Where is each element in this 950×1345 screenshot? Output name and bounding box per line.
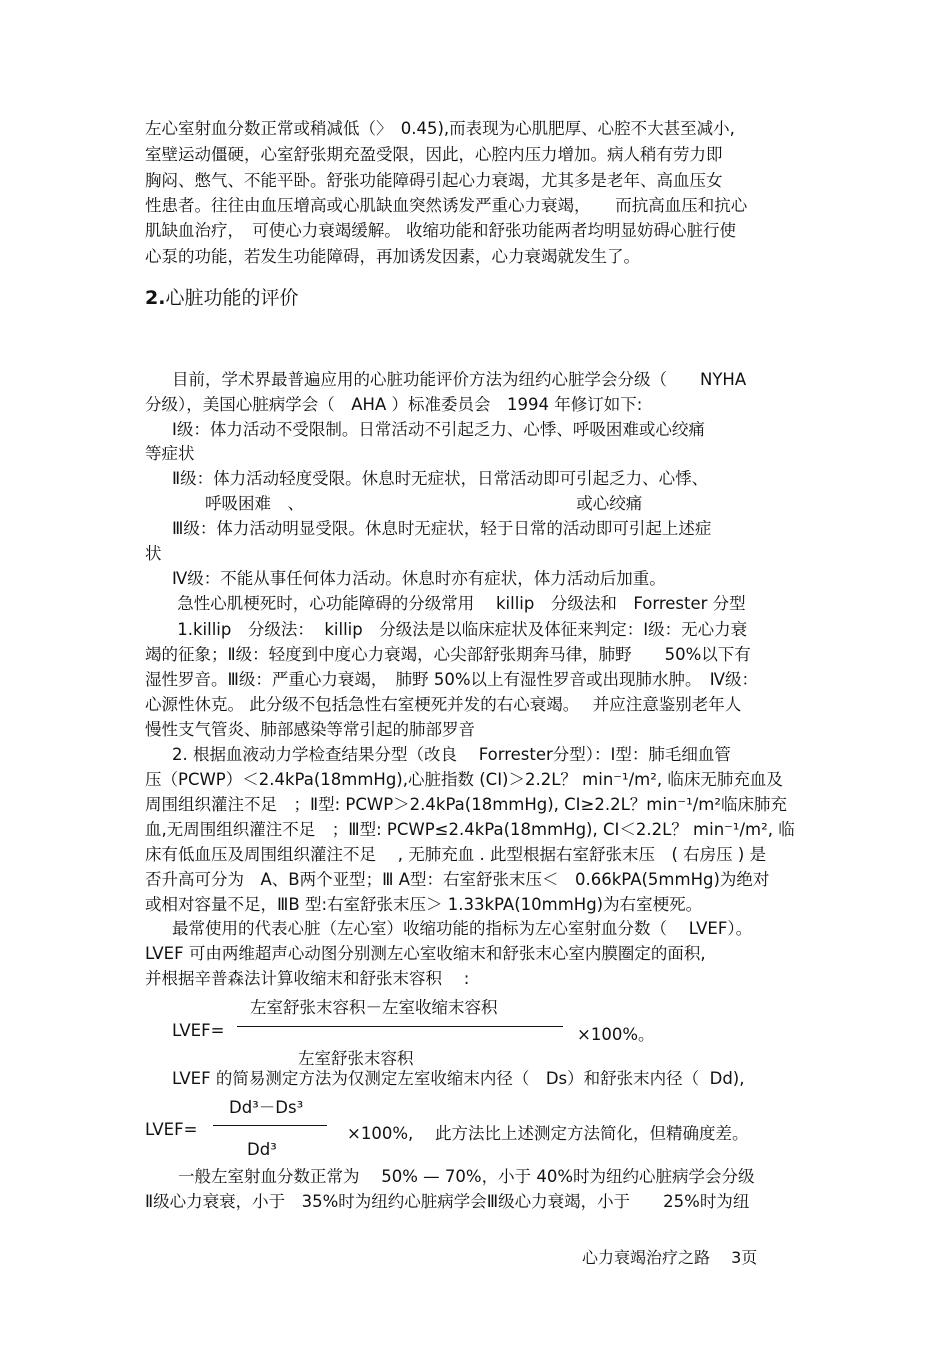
text-line: Ⅳ级：不能从事任何体力活动。休息时亦有症状，体力活动后加重。 [172,569,666,588]
formula-denominator: Dd³ [247,1140,277,1159]
text-line: Ⅱ级心力衰衰，小于 35%时为纽约心脏病学会Ⅲ级心力衰竭，小于 25%时为纽 [145,1192,750,1211]
text-line: 左心室射血分数正常或稍减低（〉 0.45),而表现为心肌肥厚、心腔不大甚至减小, [145,119,735,138]
section-number: 2. [145,287,166,309]
text-line: 一般左室射血分数正常为 50% — 70%，小于 40%时为纽约心脏病学会分级 [178,1167,755,1186]
fraction-bar [237,1026,563,1027]
text-line: 否升高可分为 A、B两个亚型；Ⅲ A型：右室舒张末压＜ 0.66kPA(5mmHg)为绝对 [145,870,770,889]
text-line: 状 [145,544,162,563]
text-line: Ⅱ级：体力活动轻度受限。休息时无症状，日常活动即可引起乏力、心悸、 [172,469,709,488]
text-line: 急性心肌梗死时，心功能障碍的分级常用 killip 分级法和 Forrester 分型 [172,594,746,613]
text-line: 呼吸困难 、 或心绞痛 [172,494,643,513]
formula-lhs: LVEF= [145,1120,198,1139]
section-heading [145,283,298,310]
formula-denominator: 左室舒张末容积 [298,1049,414,1068]
text-line: 血,无周围组织灌注不足 ；Ⅲ型: PCWP≤2.4kPa(18mmHg), CI＜2.2L？ min⁻¹/m², 临 [145,820,795,839]
formula-numerator: Dd³－Ds³ [229,1098,304,1117]
formula-lhs: LVEF= [172,1021,225,1040]
text-line: 心泵的功能，若发生功能障碍，再加诱发因素，心力衰竭就发生了。 [145,247,640,266]
footer-title: 心力衰竭治疗之路 [582,1248,711,1267]
text-line: Ⅰ级：体力活动不受限制。日常活动不引起乏力、心悸、呼吸困难或心绞痛 [172,420,705,439]
text-line: 周围组织灌注不足 ；Ⅱ型: PCWP＞2.4kPa(18mmHg), CI≥2.2L？min⁻¹/m²临床肺充 [145,795,787,814]
formula-rhs: ×100%。 [577,1025,655,1044]
text-line: 湿性罗音。Ⅲ级：严重心力衰竭， 肺野 50%以上有湿性罗音或出现肺水肿。 Ⅳ级： [145,670,759,689]
text-line: 等症状 [145,444,195,463]
text-line: LVEF 可由两维超声心动图分别测左心室收缩末和舒张末心室内膜圈定的面积, [145,944,706,963]
section-title: 心脏功能的评价 [165,287,299,309]
text-line: Ⅲ级：体力活动明显受限。休息时无症状，轻于日常的活动即可引起上述症 [172,519,712,538]
text-line: 慢性支气管炎、肺部感染等常引起的肺部罗音 [145,720,475,739]
text-line: LVEF 的简易测定方法为仅测定左室收缩末内径（ Ds）和舒张末内径（ Dd), [172,1069,745,1088]
page-footer [582,1245,757,1268]
text-line: 最常使用的代表心脏（左心室）收缩功能的指标为左心室射血分数（ LVEF）。 [172,919,753,938]
text-line: 心源性休克。 此分级不包括急性右室梗死并发的右心衰竭。 并应注意鉴别老年人 [145,695,742,714]
text-line: 并根据辛普森法计算收缩末和舒张末容积 : [145,969,470,988]
formula-rhs: ×100%, 此方法比上述测定方法简化，但精确度差。 [347,1124,749,1143]
text-line: 目前，学术界最普遍应用的心脏功能评价方法为纽约心脏学会分级（ NYHA [172,370,747,389]
text-line: 压（PCWP）＜2.4kPa(18mmHg),心脏指数 (CI)＞2.2L？ min⁻¹/m², 临床无肺充血及 [145,770,783,789]
fraction-bar [213,1125,327,1126]
page-number: 3页 [731,1248,758,1267]
text-line: 室壁运动僵硬，心室舒张期充盈受限，因此，心腔内压力增加。病人稍有劳力即 [145,145,723,164]
text-line: 胸闷、憋气、不能平卧。舒张功能障碍引起心力衰竭，尤其多是老年、高血压女 [145,171,723,190]
text-line: 分级），美国心脏病学会（ AHA ）标准委员会 1994 年修订如下: [145,395,643,414]
text-line: 1.killip 分级法： killip 分级法是以临床症状及体征来判定：Ⅰ级：无心力衰 [172,620,748,639]
text-line: 2. 根据血液动力学检查结果分型（改良 Forrester分型）：Ⅰ型：肺毛细血管 [172,745,731,764]
text-line: 性患者。往往由血压增高或心肌缺血突然诱发严重心力衰竭， 而抗高血压和抗心 [145,196,748,215]
text-line: 床有低血压及周围组织灌注不足 , 无肺充血 . 此型根据右室舒张末压 ( 右房压 ) 是 [145,845,767,864]
text-line: 肌缺血治疗， 可使心力衰竭缓解。 收缩功能和舒张功能两者均明显妨碍心脏行使 [145,221,736,240]
text-line: 竭的征象；Ⅱ级：轻度到中度心力衰竭，心尖部舒张期奔马律，肺野 50%以下有 [145,645,751,664]
formula-numerator: 左室舒张末容积－左室收缩末容积 [250,998,498,1017]
text-line: 或相对容量不足，ⅢB 型:右室舒张末压＞ 1.33kPA(10mmHg)为右室梗死。 [145,895,703,914]
